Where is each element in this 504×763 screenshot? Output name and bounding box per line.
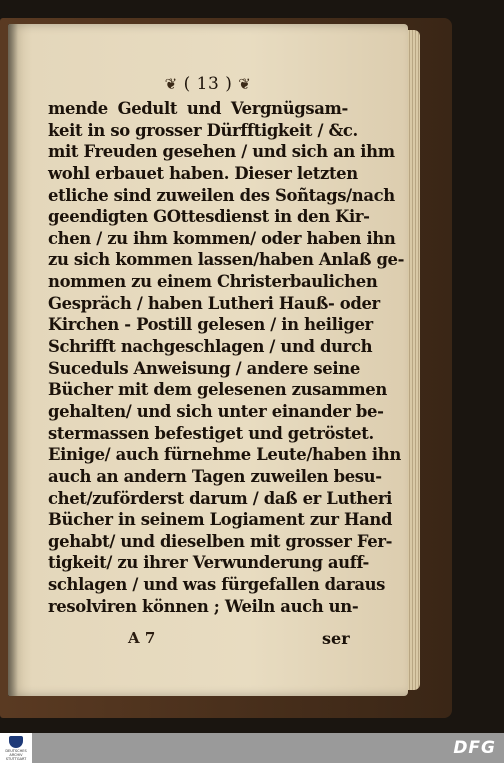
- text-line: gehabt/ und dieselben mit grosser Fer-: [48, 531, 393, 551]
- dfg-logo[interactable]: DFG: [453, 738, 496, 758]
- signature-mark: A 7: [128, 629, 156, 647]
- text-line: schlagen / und was fürgefallen daraus: [48, 575, 386, 595]
- page-header: [8, 74, 408, 94]
- header-ornament-left-icon: ❦: [164, 75, 178, 93]
- footer-band: [32, 733, 504, 763]
- text-line: Einige/ auch fürnehme Leute/haben ihn: [48, 445, 401, 465]
- text-line: tigkeit/ zu ihrer Verwunderung auff-: [48, 553, 370, 573]
- text-line: Bücher in seinem Logiament zur Hand: [48, 510, 393, 530]
- catchword: ser: [322, 629, 350, 648]
- text-line: stermassen befestiget und getröstet.: [48, 423, 374, 443]
- text-line: mit Freuden gesehen / und sich an ihm: [48, 142, 395, 162]
- text-line: chet/zuförderst darum / daß er Lutheri: [48, 488, 393, 508]
- text-line: Schrifft nachgeschlagen / und durch: [48, 337, 373, 357]
- viewer-footer: [0, 733, 504, 763]
- text-block: [48, 98, 405, 617]
- text-line: wohl erbauet haben. Dieser letzten: [48, 163, 358, 183]
- text-line: Gespräch / haben Lutheri Hauß- oder: [48, 293, 380, 313]
- archive-logo-text: DEUTSCHES ARCHIV STUTTGART: [5, 748, 27, 761]
- archive-logo[interactable]: [0, 733, 32, 763]
- book-page: [8, 24, 408, 696]
- text-line: Suceduls Anweisung / andere seine: [48, 358, 360, 378]
- header-ornament-right-icon: ❦: [238, 75, 252, 93]
- text-line: keit in so grosser Dürfftigkeit / &c.: [48, 120, 358, 140]
- text-line: resolviren können ; Weiln auch un-: [48, 596, 359, 616]
- text-line: etliche sind zuweilen des Soñtags/nach: [48, 185, 395, 205]
- text-line: zu sich kommen lassen/haben Anlaß ge-: [48, 250, 405, 270]
- text-line: auch an andern Tagen zuweilen besu-: [48, 466, 382, 486]
- archive-crest-icon: [9, 736, 23, 748]
- page-number: ( 13 ): [183, 74, 233, 94]
- text-line: Bücher mit dem gelesenen zusammen: [48, 380, 387, 400]
- text-line: Kirchen - Postill gelesen / in heiliger: [48, 315, 373, 335]
- gutter-shadow: [8, 24, 18, 696]
- text-line: mende Gedult und Vergnügsam-: [48, 99, 348, 118]
- text-line: chen / zu ihm kommen/ oder haben ihn: [48, 228, 396, 248]
- text-line: nommen zu einem Christerbaulichen: [48, 272, 378, 292]
- text-line: geendigten GOttesdienst in den Kir-: [48, 207, 370, 227]
- text-line: gehalten/ und sich unter einander be-: [48, 401, 384, 421]
